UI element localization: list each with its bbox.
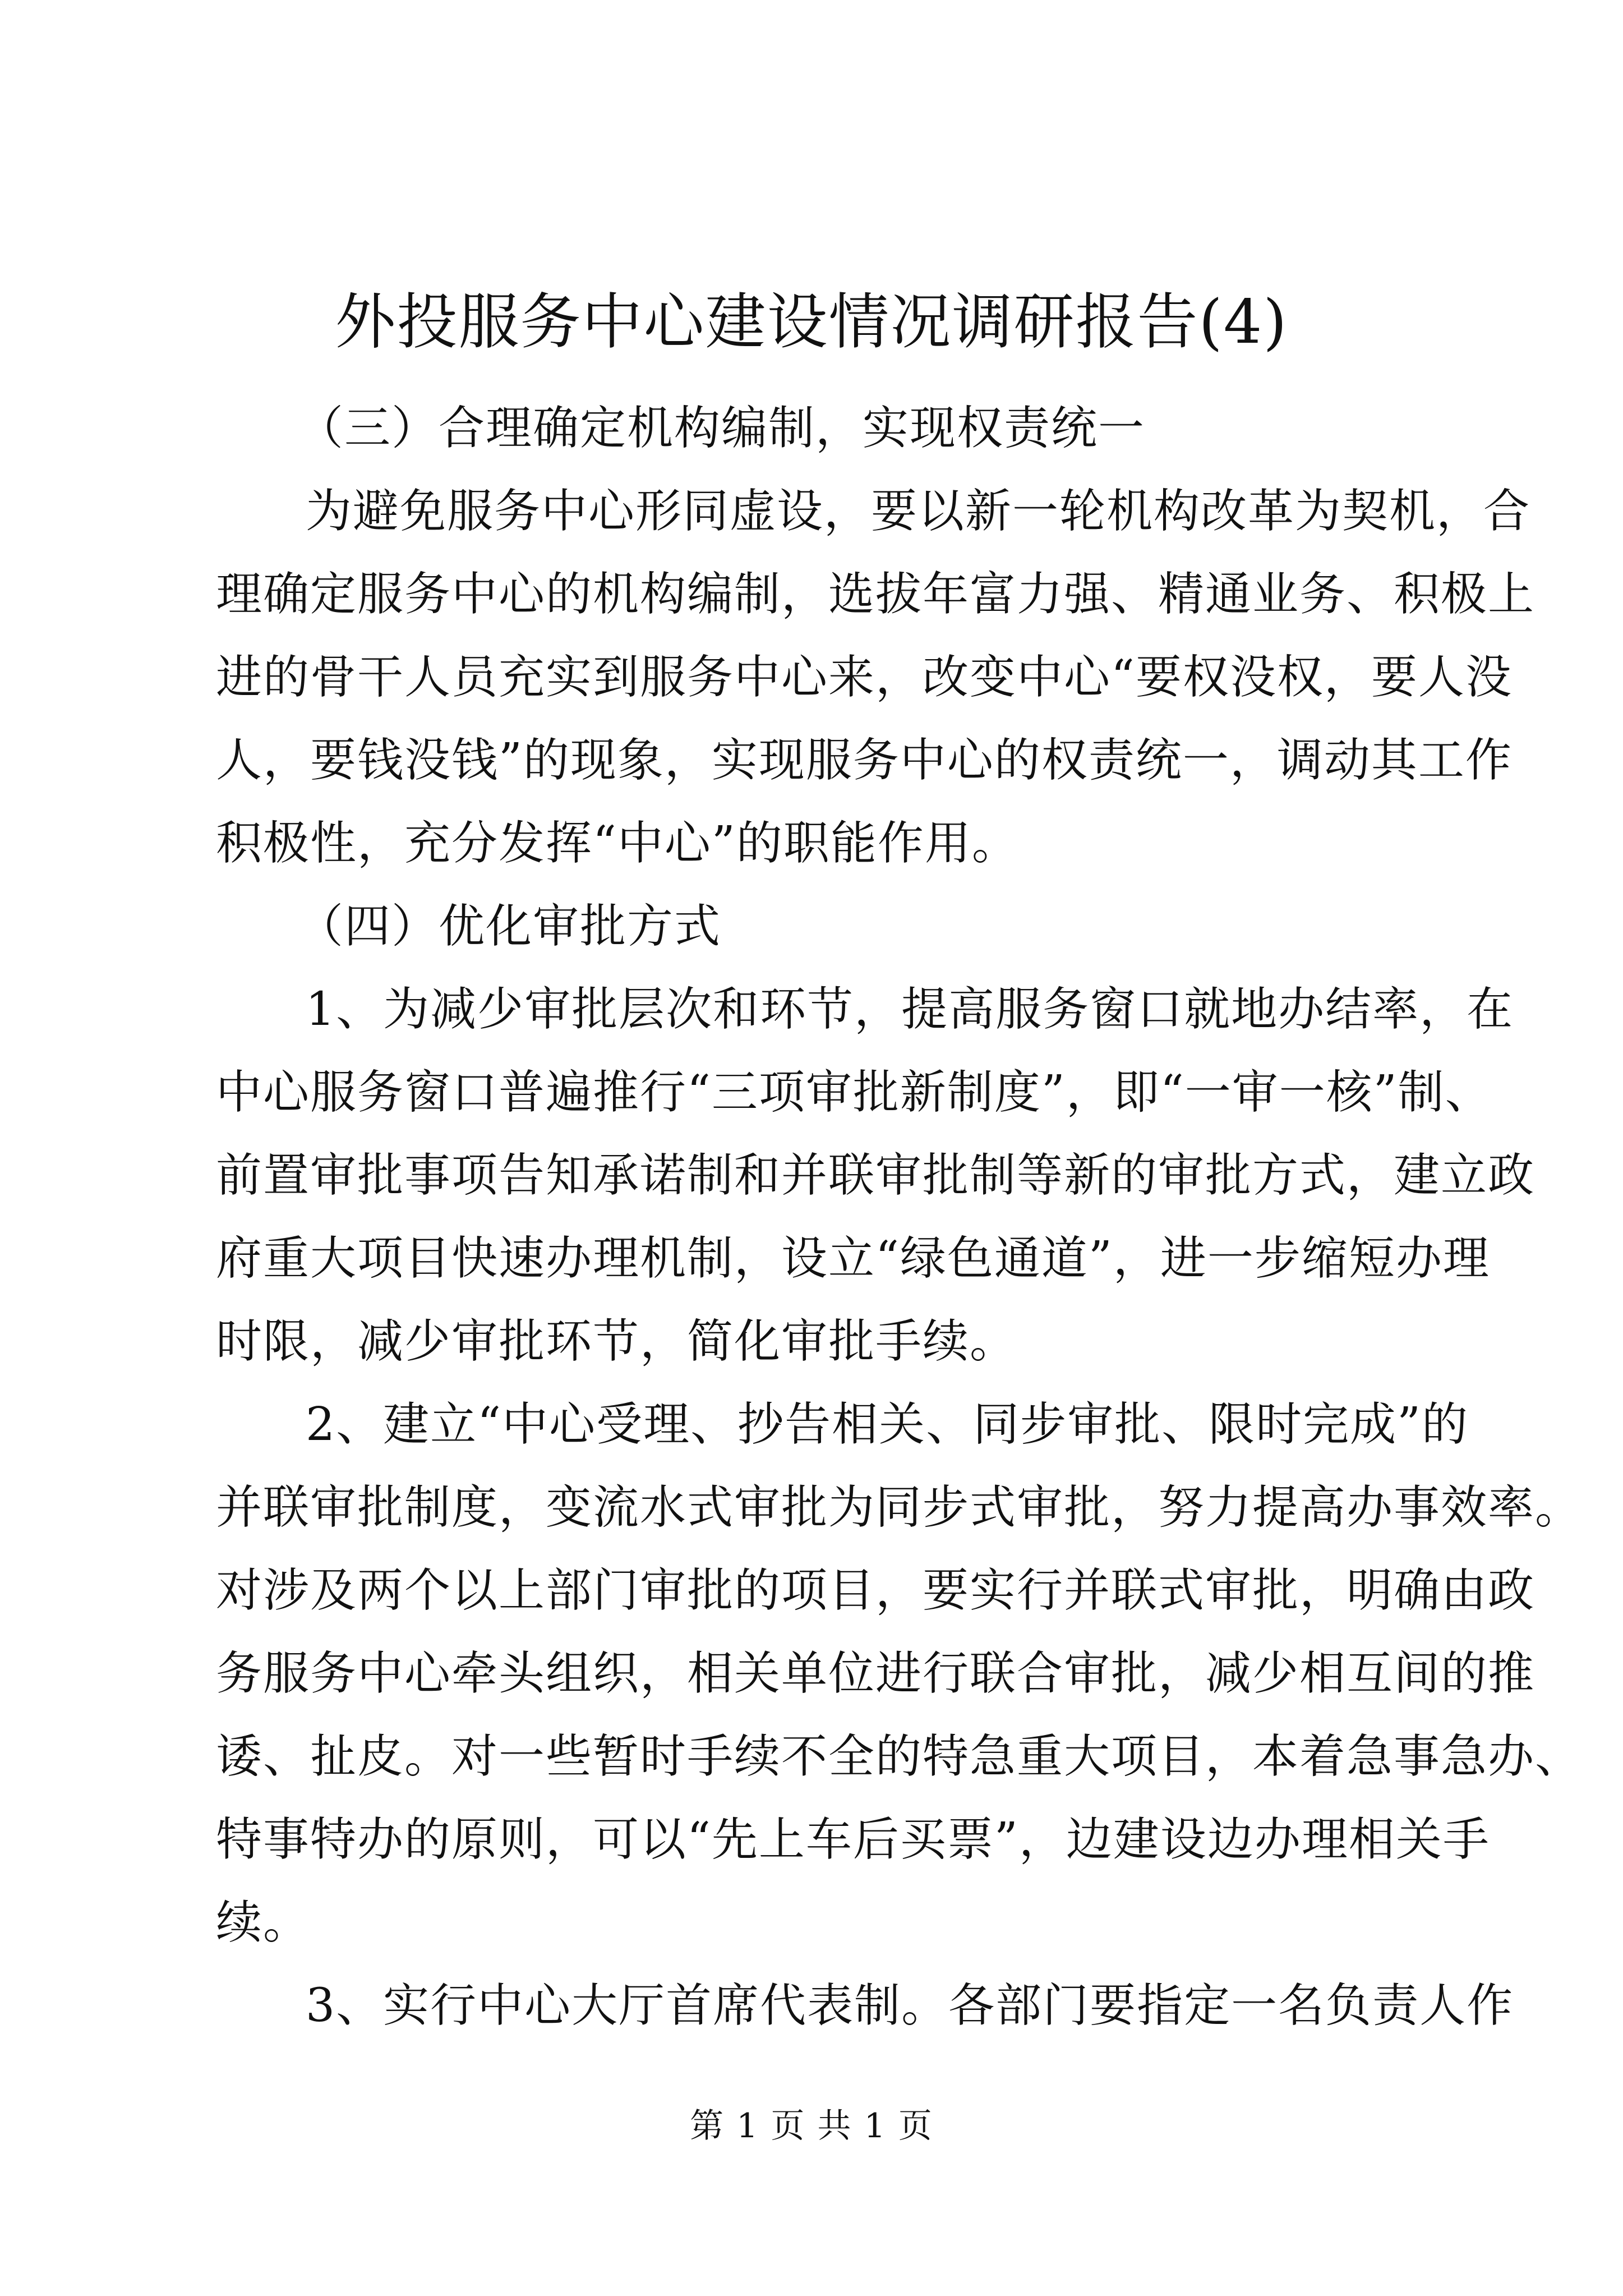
text-line: 时限，减少审批环节，简化审批手续。 [216, 1315, 1017, 1368]
text-line: 务服务中心牵头组织，相关单位进行联合审批，减少相互间的推 [216, 1647, 1536, 1700]
text-line: 并联审批制度，变流水式审批为同步式审批，努力提高办事效率。 [216, 1481, 1583, 1534]
text-line: 进的骨干人员充实到服务中心来，改变中心“要权没权，要人没 [216, 651, 1513, 704]
text-line: 续。 [216, 1896, 311, 1949]
page-title: 外投服务中心建设情况调研报告(4) [335, 287, 1288, 357]
text-line: 2、建立“中心受理、抄告相关、同步审批、限时完成”的 [306, 1398, 1469, 1451]
document-body [216, 387, 1583, 2047]
text-line: 人，要钱没钱”的现象，实现服务中心的权责统一，调动其工作 [216, 734, 1513, 787]
text-line: 理确定服务中心的机构编制，选拔年富力强、精通业务、积极上 [216, 568, 1536, 621]
section-heading: （三）合理确定机构编制，实现权责统一 [297, 402, 1146, 455]
section-heading: （四）优化审批方式 [297, 900, 722, 953]
text-line: 前置审批事项告知承诺制和并联审批制等新的审批方式，建立政 [216, 1149, 1536, 1202]
page-footer: 第 1 页 共 1 页 [690, 2106, 933, 2146]
text-line: 3、实行中心大厅首席代表制。各部门要指定一名负责人作 [306, 1979, 1514, 2032]
text-line: 对涉及两个以上部门审批的项目，要实行并联式审批，明确由政 [216, 1564, 1536, 1617]
text-line: 积极性，充分发挥“中心”的职能作用。 [216, 817, 1019, 870]
text-line: 诿、扯皮。对一些暂时手续不全的特急重大项目，本着急事急办、 [216, 1730, 1583, 1783]
text-line: 府重大项目快速办理机制，设立“绿色通道”，进一步缩短办理 [216, 1232, 1490, 1285]
text-line: 中心服务窗口普遍推行“三项审批新制度”，即“一审一核”制、 [216, 1066, 1492, 1119]
text-line: 1、为减少审批层次和环节，提高服务窗口就地办结率，在 [306, 983, 1514, 1036]
text-line: 特事特办的原则，可以“先上车后买票”，边建设边办理相关手 [216, 1813, 1490, 1866]
text-line: 为避免服务中心形同虚设，要以新一轮机构改革为契机，合 [306, 485, 1531, 538]
